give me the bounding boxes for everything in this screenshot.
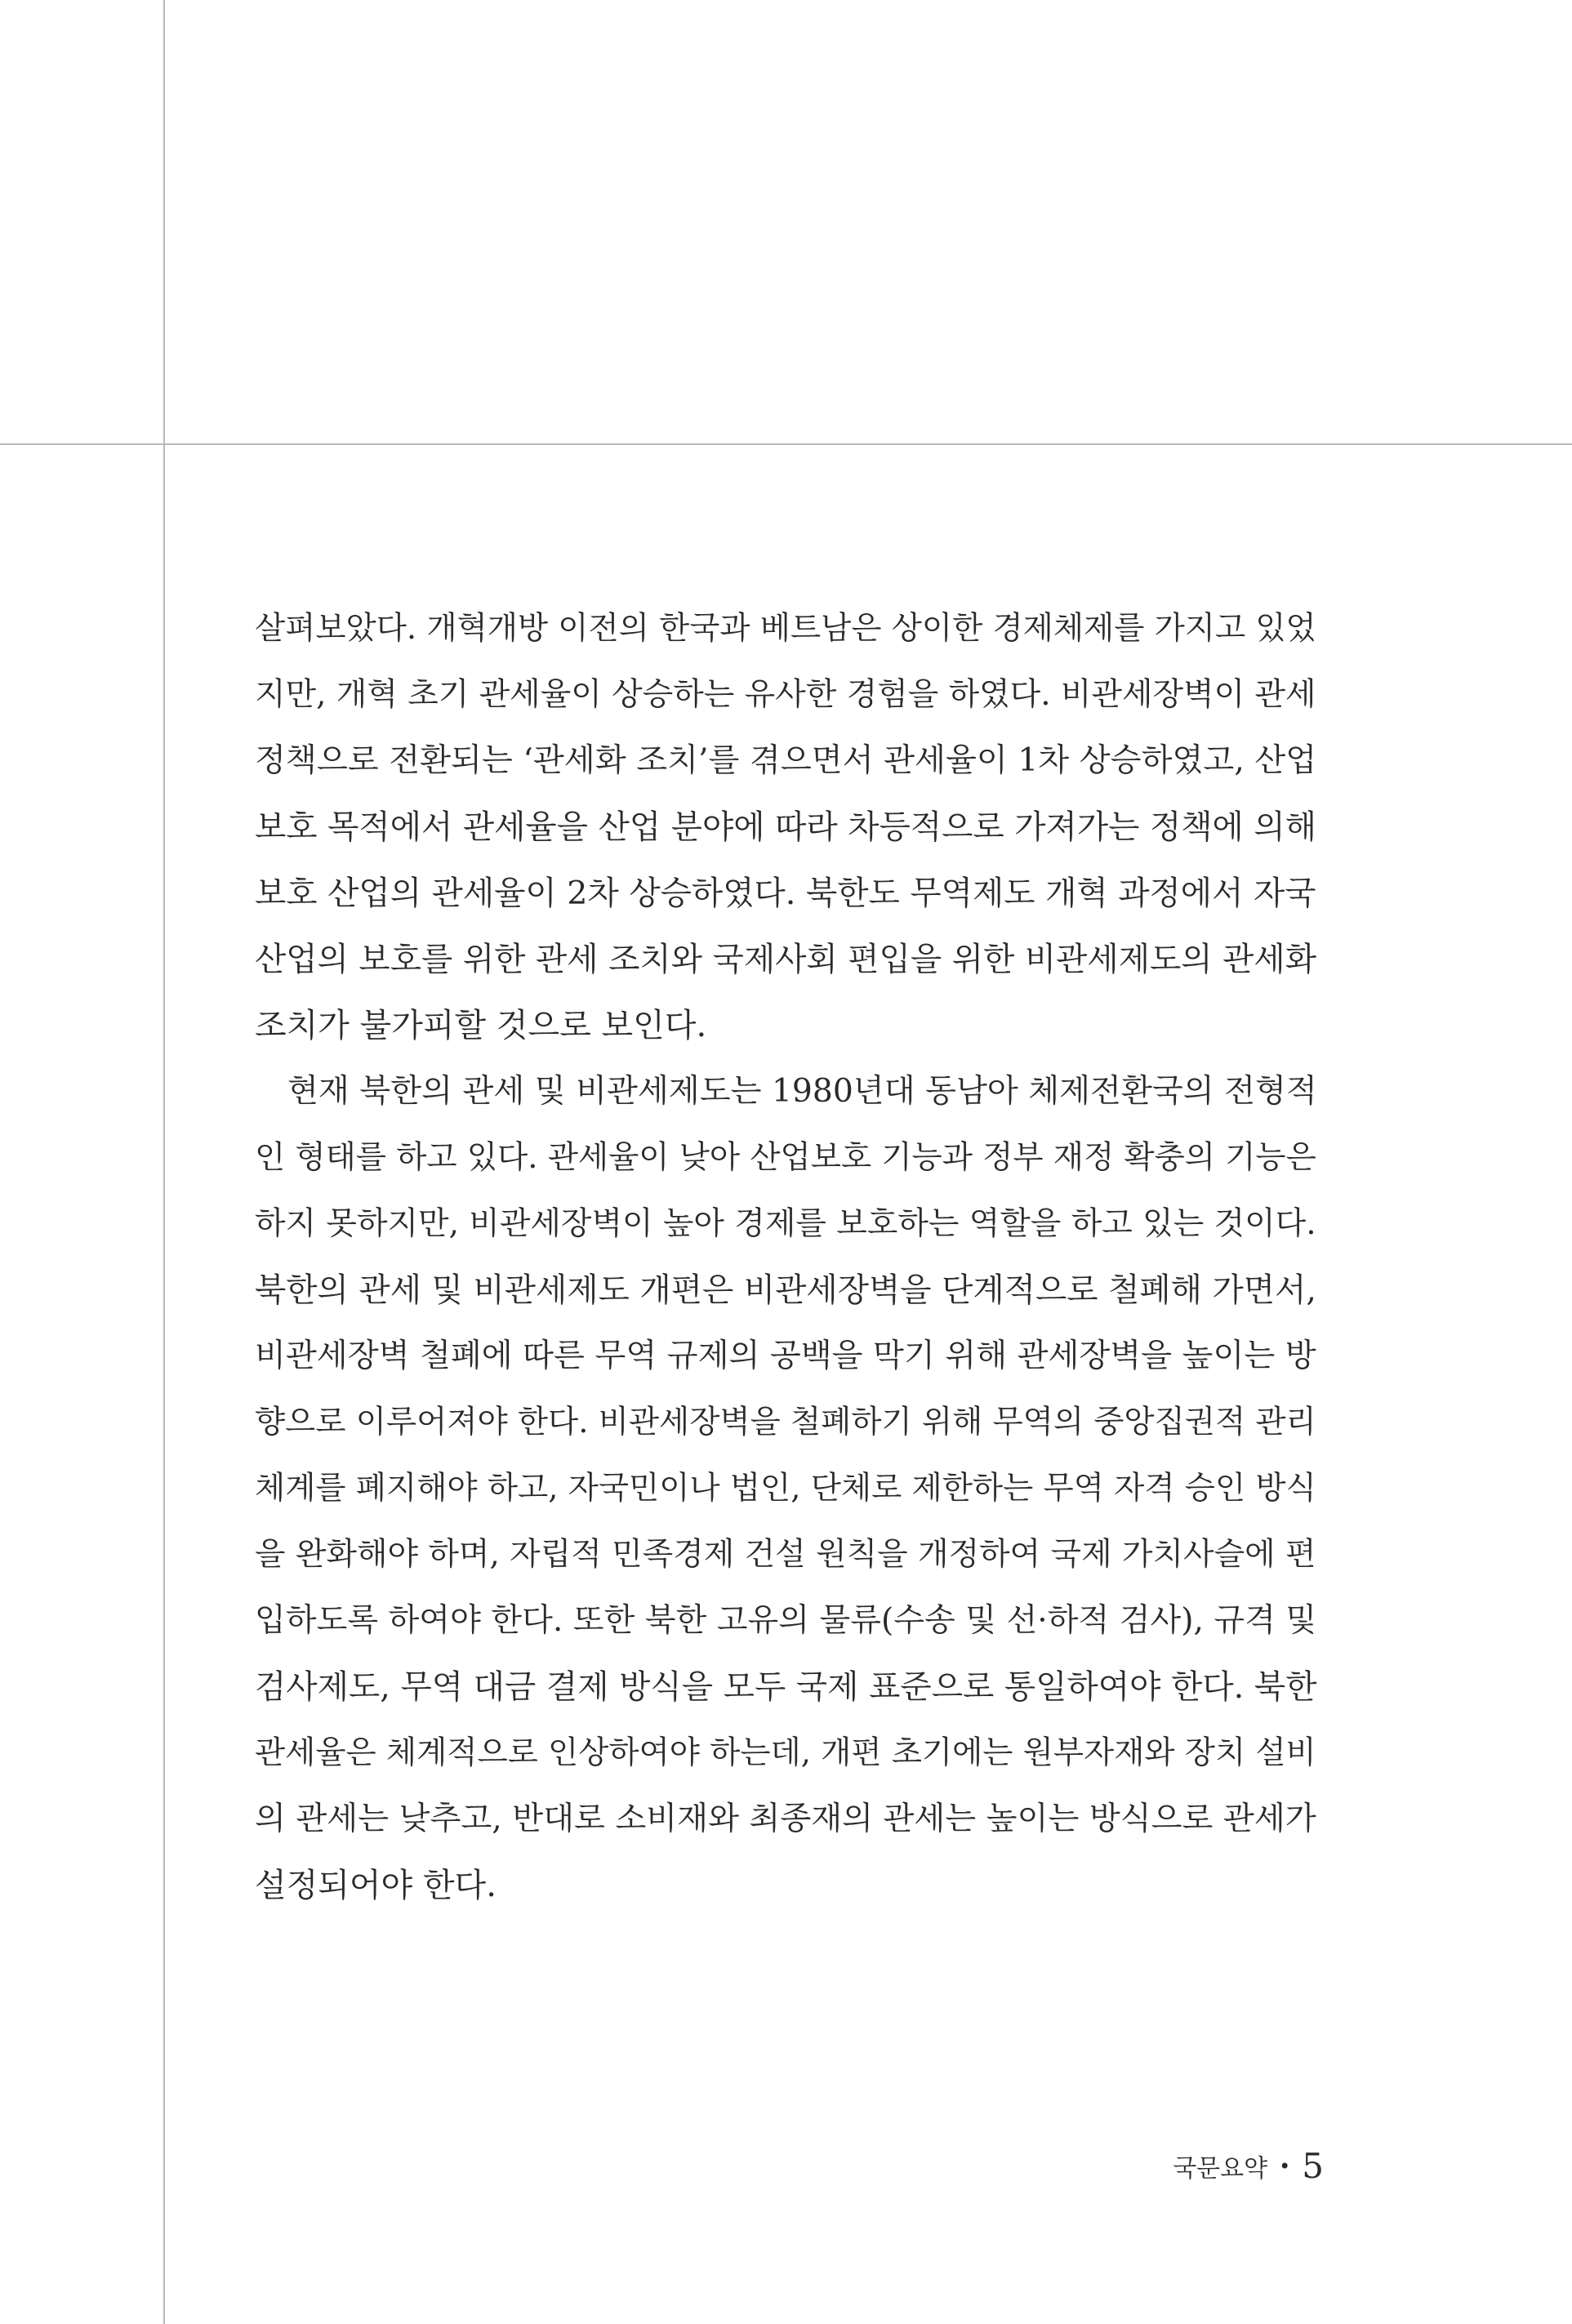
text-line: 산업의 보호를 위한 관세 조치와 국제사회 편입을 위한 비관세제도의 관세화 <box>255 941 1316 978</box>
running-footer-section: 국문요약 <box>1173 2154 1268 2184</box>
text-line: 하지 못하지만, 비관세장벽이 높아 경제를 보호하는 역할을 하고 있는 것이다. <box>255 1205 1316 1242</box>
text-line: 현재 북한의 관세 및 비관세제도는 1980년대 동남아 체제전환국의 전형적 <box>287 1073 1317 1110</box>
text-line: 보호 목적에서 관세율을 산업 분야에 따라 차등적으로 가져가는 정책에 의해 <box>255 808 1316 846</box>
text-line: 비관세장벽 철폐에 따른 무역 규제의 공백을 막기 위해 관세장벽을 높이는 방 <box>255 1338 1316 1374</box>
body-text <box>255 603 1316 1926</box>
footer-separator: • <box>1279 2154 1291 2178</box>
text-line: 설정되어야 한다. <box>255 1867 497 1904</box>
page-footer <box>1173 2146 1324 2186</box>
text-line: 관세율은 체계적으로 인상하여야 하는데, 개편 초기에는 원부자재와 장치 설비 <box>255 1734 1316 1771</box>
text-line: 살펴보았다. 개혁개방 이전의 한국과 베트남은 상이한 경제체제를 가지고 있었 <box>255 610 1316 647</box>
crop-mark-horizontal <box>0 443 1572 445</box>
page-number: 5 <box>1302 2146 1324 2186</box>
text-line: 보호 산업의 관세율이 2차 상승하였다. 북한도 무역제도 개혁 과정에서 자국 <box>255 875 1316 912</box>
text-line: 지만, 개혁 초기 관세율이 상승하는 유사한 경험을 하였다. 비관세장벽이 관세 <box>255 676 1316 713</box>
text-line: 을 완화해야 하며, 자립적 민족경제 건설 원칙을 개정하여 국제 가치사슬에 편 <box>255 1536 1316 1573</box>
text-line: 정책으로 전환되는 ‘관세화 조치’를 겪으면서 관세율이 1차 상승하였고, 산업 <box>255 742 1317 779</box>
text-line: 체계를 폐지해야 하고, 자국민이나 법인, 단체로 제한하는 무역 자격 승인 방식 <box>255 1470 1316 1507</box>
crop-mark-vertical <box>163 0 165 2324</box>
text-line: 의 관세는 낮추고, 반대로 소비재와 최종재의 관세는 높이는 방식으로 관세가 <box>255 1801 1316 1837</box>
text-line: 향으로 이루어져야 한다. 비관세장벽을 철폐하기 위해 무역의 중앙집권적 관리 <box>255 1404 1316 1440</box>
text-line: 북한의 관세 및 비관세제도 개편은 비관세장벽을 단계적으로 철폐해 가면서, <box>255 1271 1316 1309</box>
text-line: 조치가 불가피할 것으로 보인다. <box>255 1007 707 1044</box>
text-line: 인 형태를 하고 있다. 관세율이 낮아 산업보호 기능과 정부 재정 확충의 기능은 <box>255 1139 1316 1176</box>
text-line: 검사제도, 무역 대금 결제 방식을 모두 국제 표준으로 통일하여야 한다. 북한 <box>255 1668 1317 1706</box>
text-line: 입하도록 하여야 한다. 또한 북한 고유의 물류(수송 및 선·하적 검사), 규격 및 <box>255 1602 1317 1639</box>
